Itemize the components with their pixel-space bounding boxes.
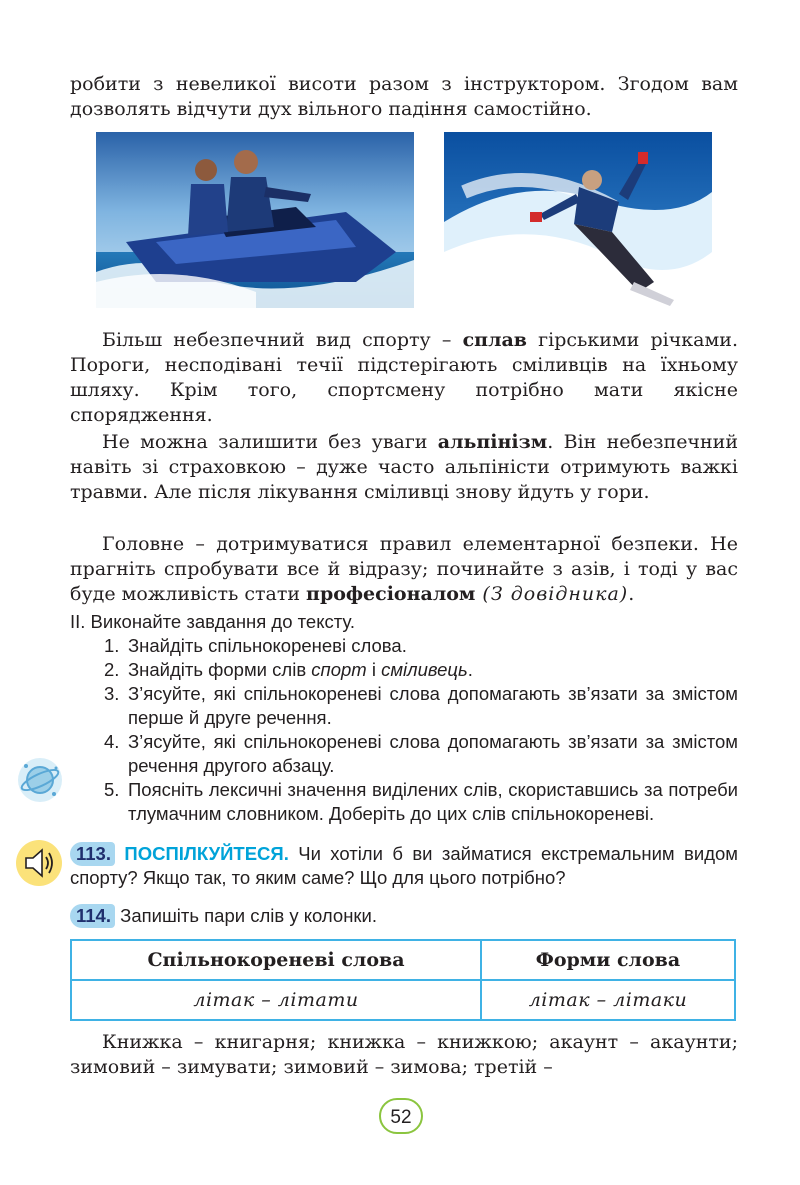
- item-italic-word: спорт: [311, 659, 367, 680]
- column-header: Форми слова: [481, 940, 735, 980]
- paragraph-text: Головне – дотримуватися правил елементарної безпеки. Не прагніть спробувати все й відразу; починайте з азів, і тоді у вас буде можливість стати: [70, 533, 738, 605]
- highlighted-word: сплав: [462, 329, 527, 351]
- table-header-row: [71, 940, 735, 980]
- item-number: 4.: [104, 731, 120, 752]
- exercise-114: [70, 904, 377, 928]
- item-text: .: [467, 659, 473, 680]
- speaker-icon: [14, 838, 64, 892]
- paragraph-safety: [70, 532, 738, 607]
- item-italic-word: сміливець: [381, 659, 468, 680]
- task-list: [104, 634, 738, 826]
- paragraph-text: . Він небезпечний навіть зі страховкою – дуже часто альпіністи отримують важкі травми. Але після лікування сміливці знову йдуть у гори.: [70, 431, 738, 503]
- list-item: [104, 658, 738, 682]
- item-text: Знайдіть спільнокореневі слова.: [128, 635, 407, 656]
- item-text: З’ясуйте, які спільнокореневі слова допомагають зв’язати за змістом речення другого абзацу.: [128, 731, 738, 776]
- highlighted-word: професіоналом: [306, 583, 476, 605]
- item-text: З’ясуйте, які спільнокореневі слова допомагають зв’язати за змістом перше й друге речення.: [128, 683, 738, 728]
- list-item: [104, 634, 738, 658]
- paragraph-text: Більш небезпечний вид спорту –: [102, 329, 463, 351]
- words-table: [70, 939, 736, 1021]
- exercise-text: Запишіть пари слів у колонки.: [115, 905, 377, 926]
- exercise-text: Чи хотіли б ви займатися екстремальним видом спорту? Якщо так, то яким саме? Що для цього потрібно?: [70, 843, 738, 888]
- paragraph-text: гірськими річками. Пороги, несподівані течії підстерігають сміливців на їхньому шляху. Крім того, спортсмену потрібно мати якісне спорядження.: [70, 329, 738, 426]
- intro-paragraph: робити з невеликої висоти разом з інструктором. Згодом вам дозволять відчути дух вільного падіння самостійно.: [70, 73, 738, 120]
- list-item: [104, 778, 738, 826]
- exercise-number-badge: 113.: [70, 842, 115, 866]
- table-cell: літак – літаки: [481, 980, 735, 1020]
- item-text: і: [366, 659, 382, 680]
- item-number: 5.: [104, 779, 120, 800]
- table-row: [71, 980, 735, 1020]
- item-number: 2.: [104, 659, 120, 680]
- snowboard-photo: [444, 132, 712, 308]
- list-item: [104, 730, 738, 778]
- paragraph-rafting: [70, 328, 738, 428]
- page-number: 52: [379, 1098, 423, 1134]
- column-header: Спільнокореневі слова: [71, 940, 481, 980]
- table-cell: літак – літати: [71, 980, 481, 1020]
- item-number: 3.: [104, 683, 120, 704]
- task-heading: ІІ. Виконайте завдання до тексту.: [70, 611, 355, 632]
- exercise-113: [70, 842, 738, 890]
- paragraph-text: Не можна залишити без уваги: [102, 431, 438, 453]
- item-number: 1.: [104, 635, 120, 656]
- exercise-number-badge: 114.: [70, 904, 115, 928]
- source-reference: (З довідника): [475, 583, 629, 605]
- paragraph-alpinism: [70, 430, 738, 505]
- item-text: Поясніть лексичні значення виділених слів, скориставшись за потреби тлумачним словником. Доберіть до цих слів спільнокореневі.: [128, 779, 738, 824]
- exercise-label: ПОСПІЛКУЙТЕСЯ.: [124, 843, 289, 864]
- paragraph-text: .: [628, 583, 635, 605]
- word-pairs-paragraph: Книжка – книгарня; книжка – книжкою; акаунт – акаунти; зимовий – зимувати; зимовий – зимова; третій –: [70, 1031, 738, 1078]
- highlighted-word: альпінізм: [437, 431, 548, 453]
- item-text: Знайдіть форми слів: [128, 659, 312, 680]
- list-item: [104, 682, 738, 730]
- dictionary-icon: [16, 756, 64, 808]
- jet-ski-photo: [96, 132, 414, 308]
